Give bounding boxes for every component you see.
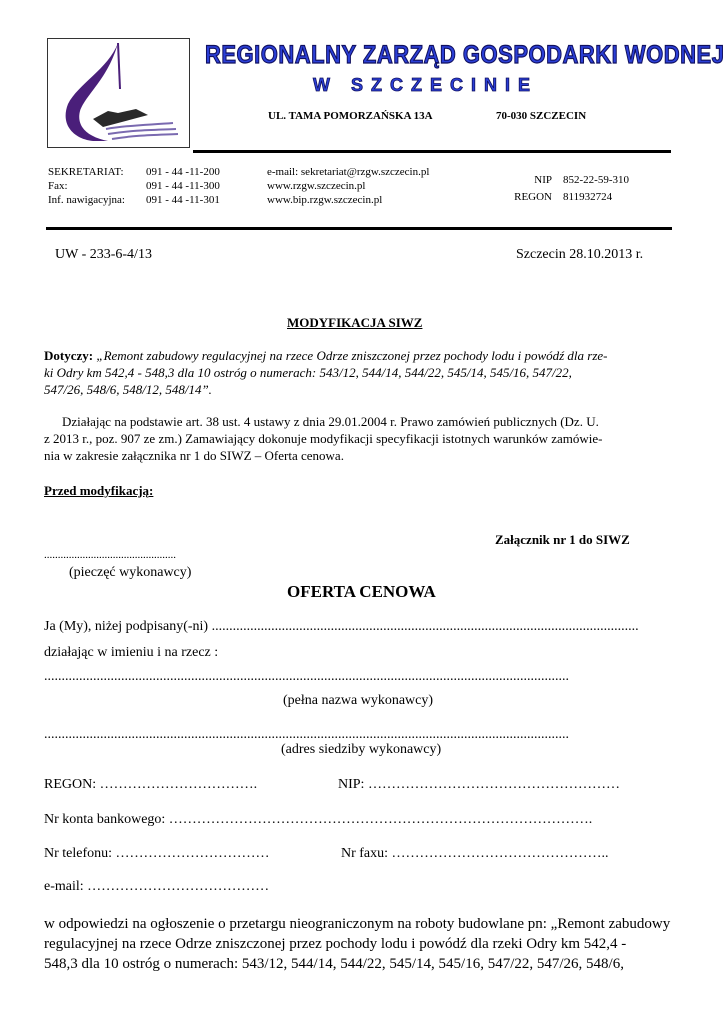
line-dzialajac: działając w imieniu i na rzecz : (44, 645, 219, 660)
regon-label: REGON (514, 191, 552, 203)
nip-field: NIP: ……………………………………………… (338, 777, 620, 792)
telefon-field: Nr telefonu: …………………………… (44, 846, 270, 861)
water-drop-ship-icon (48, 39, 189, 147)
dotyczy-line-2: ki Odry km 542,4 - 548,3 dla 10 ostróg o numerach: 543/12, 544/14, 544/22, 545/14, 545/16, 547/22, (44, 365, 572, 380)
dotyczy-line-3: 547/26, 548/6, 548/12, 548/14”. (44, 382, 212, 397)
contact-labels (48, 165, 125, 207)
body-line-1: Działając na podstawie art. 38 ust. 4 ustawy z dnia 29.01.2004 r. Prawo zamówień publicznych (Dz. U. (62, 414, 599, 429)
inf-label: Inf. nawigacyjna: (48, 194, 125, 206)
org-name: REGIONALNY ZARZĄD GOSPODARKI WODNEJ (205, 40, 725, 69)
bip-link[interactable]: www.bip.rzgw.szczecin.pl (267, 194, 383, 206)
inf-value: 091 - 44 -11-301 (146, 194, 220, 206)
doc-title: MODYFIKACJA SIWZ (287, 315, 423, 330)
dots-adres: ...................................................................................................................................................... (44, 727, 569, 742)
street-address: UL. TAMA POMORZAŃSKA 13A (268, 110, 433, 122)
postal-address: 70-030 SZCZECIN (496, 110, 587, 122)
regon-field: REGON: ……………………………. (44, 777, 258, 792)
nip-label: NIP (534, 174, 552, 186)
fax-label: Fax: (48, 180, 68, 192)
konto-field: Nr konta bankowego: ………………………………………………………………………………. (44, 812, 593, 827)
logo (47, 38, 190, 148)
nazwa-label: (pełna nazwa wykonawcy) (283, 693, 434, 708)
nip-value: 852-22-59-310 (563, 174, 629, 186)
dotyczy-label: Dotyczy: (44, 348, 94, 363)
email-link[interactable]: e-mail: sekretariat@rzgw.szczecin.pl (267, 166, 430, 178)
faks-field: Nr faxu: ……………………………………….. (341, 846, 609, 861)
contact-values (146, 165, 220, 207)
stamp-label: (pieczęć wykonawcy) (69, 565, 192, 580)
odpowiedz-line-2: regulacyjnej na rzece Odrze zniszczonej przez pochody lodu i powódź dla rzeki Odry km 542,4 - (44, 936, 627, 952)
dotyczy-line-1 (44, 347, 608, 364)
contact-web (267, 165, 429, 207)
sekretariat-label: SEKRETARIAT: (48, 166, 124, 178)
doc-reference: UW - 233-6-4/13 (55, 247, 152, 262)
adres-label: (adres siedziby wykonawcy) (281, 742, 442, 757)
contacts-divider (46, 227, 672, 230)
odpowiedz-line-1: w odpowiedzi na ogłoszenie o przetargu nieograniczonym na roboty budowlane pn: „Remont zabudowy (44, 916, 671, 932)
doc-date: Szczecin 28.10.2013 r. (516, 247, 644, 262)
zalacznik-label: Załącznik nr 1 do SIWZ (495, 532, 630, 547)
fax-value: 091 - 44 -11-300 (146, 180, 220, 192)
header-divider (193, 150, 671, 153)
odpowiedz-line-3: 548,3 dla 10 ostróg o numerach: 543/12, 544/14, 544/22, 545/14, 545/16, 547/22, 547/26, 548/6, (44, 956, 624, 972)
przed-modyfikacja: Przed modyfikacją: (44, 483, 154, 498)
email-field: e-mail: ………………………………… (44, 879, 270, 894)
form-title: OFERTA CENOWA (287, 582, 436, 601)
body-line-3: nia w zakresie załącznika nr 1 do SIWZ – Oferta cenowa. (44, 448, 344, 463)
org-city: W SZCZECINIE (313, 75, 538, 95)
tax-labels (512, 173, 552, 204)
www-link[interactable]: www.rzgw.szczecin.pl (267, 180, 366, 192)
sekretariat-value: 091 - 44 -11-200 (146, 166, 220, 178)
dotyczy-text-1: „Remont zabudowy regulacyjnej na rzece Odrze zniszczonej przez pochody lodu i powódź dla rze- (93, 348, 608, 363)
regon-value: 811932724 (563, 191, 613, 203)
tax-values (563, 173, 629, 204)
line-ja: Ja (My), niżej podpisany(-ni) .......................................................................................................................... (44, 619, 639, 634)
dots-nazwa: ...................................................................................................................................................... (44, 669, 569, 684)
stamp-dots: ................................................ (44, 549, 176, 561)
body-line-2: z 2013 r., poz. 907 ze zm.) Zamawiający dokonuje modyfikacji specyfikacji istotnych warunków zamówie- (44, 431, 603, 446)
